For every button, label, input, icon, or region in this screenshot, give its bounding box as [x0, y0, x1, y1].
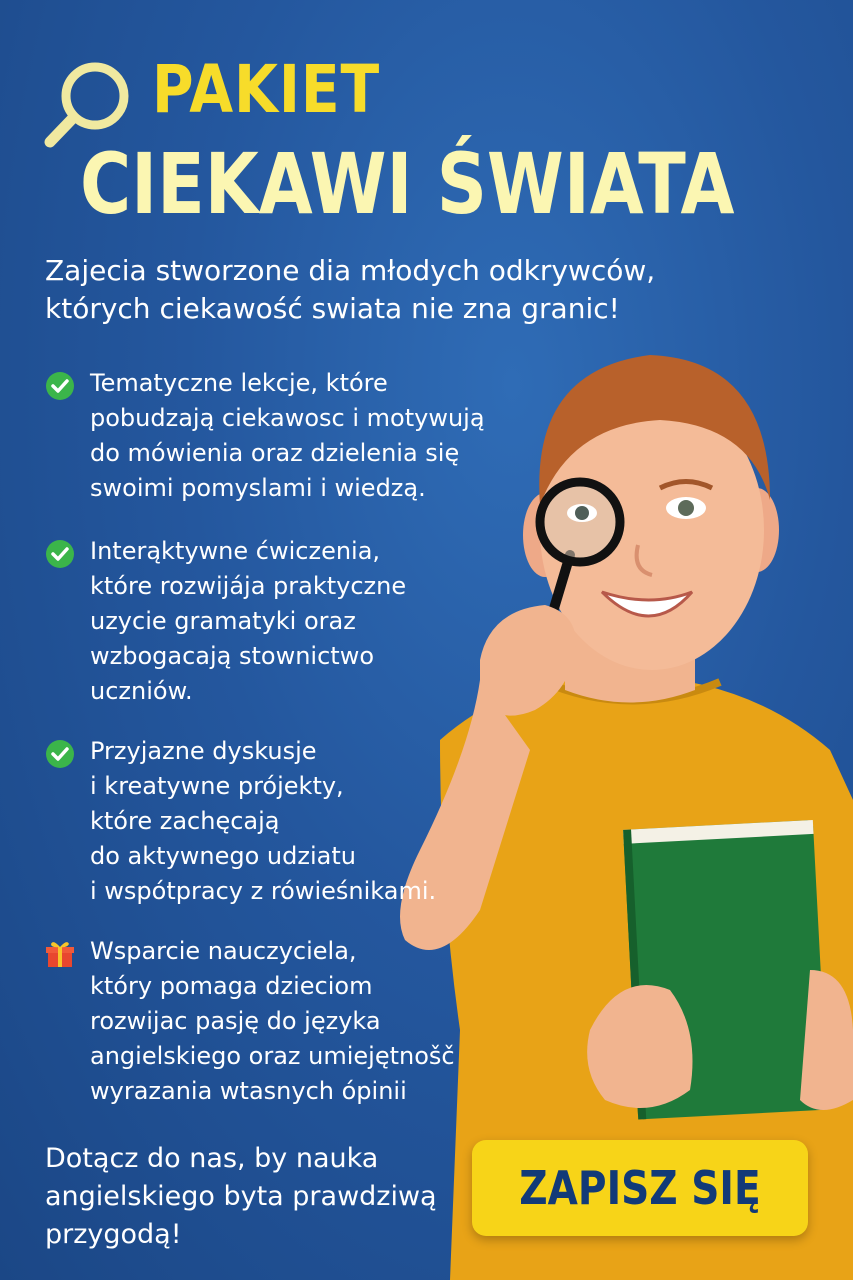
feature-text: Interąktywne ćwiczenia, które rozwijája praktyczne uzycie gramatyki oraz wzbogacają stownictwo uczniów.	[90, 537, 407, 705]
title-ciekawi-swiata: CIEKAWI ŚWIATA	[80, 135, 735, 233]
signup-button[interactable]	[472, 1140, 808, 1236]
gift-icon	[45, 939, 75, 969]
title-pakiet: PAKIET	[152, 51, 381, 128]
feature-item	[45, 534, 406, 709]
feature-item	[45, 734, 436, 909]
feature-item	[45, 934, 455, 1109]
check-icon	[45, 371, 75, 401]
signup-button-label: ZAPISZ SIĘ	[519, 1161, 761, 1215]
closing-text: Dotącz do nas, by nauka angielskiego byta prawdziwą przygodą!	[45, 1143, 437, 1250]
check-icon	[45, 539, 75, 569]
feature-text: Przyjazne dyskusje i kreatywne prójekty, które zachęcają do aktywnego udziatu i wspótpracy z rówieśnikami.	[90, 737, 437, 905]
intro-text: Zajecia stworzone dia młodych odkrywców, których ciekawość swiata nie zna granic!	[45, 254, 656, 325]
feature-item	[45, 366, 485, 506]
check-icon	[45, 739, 75, 769]
feature-text: Tematyczne lekcje, które pobudzają ciekawosc i motywują do mówienia oraz dzielenia się swoimi pomyslami i wiedzą.	[90, 369, 485, 502]
feature-text: Wsparcie nauczyciela, który pomaga dzieciom rozwijac pasję do języka angielskiego oraz umiejętnošč wyrazania wtasnych ópinii	[90, 937, 455, 1105]
